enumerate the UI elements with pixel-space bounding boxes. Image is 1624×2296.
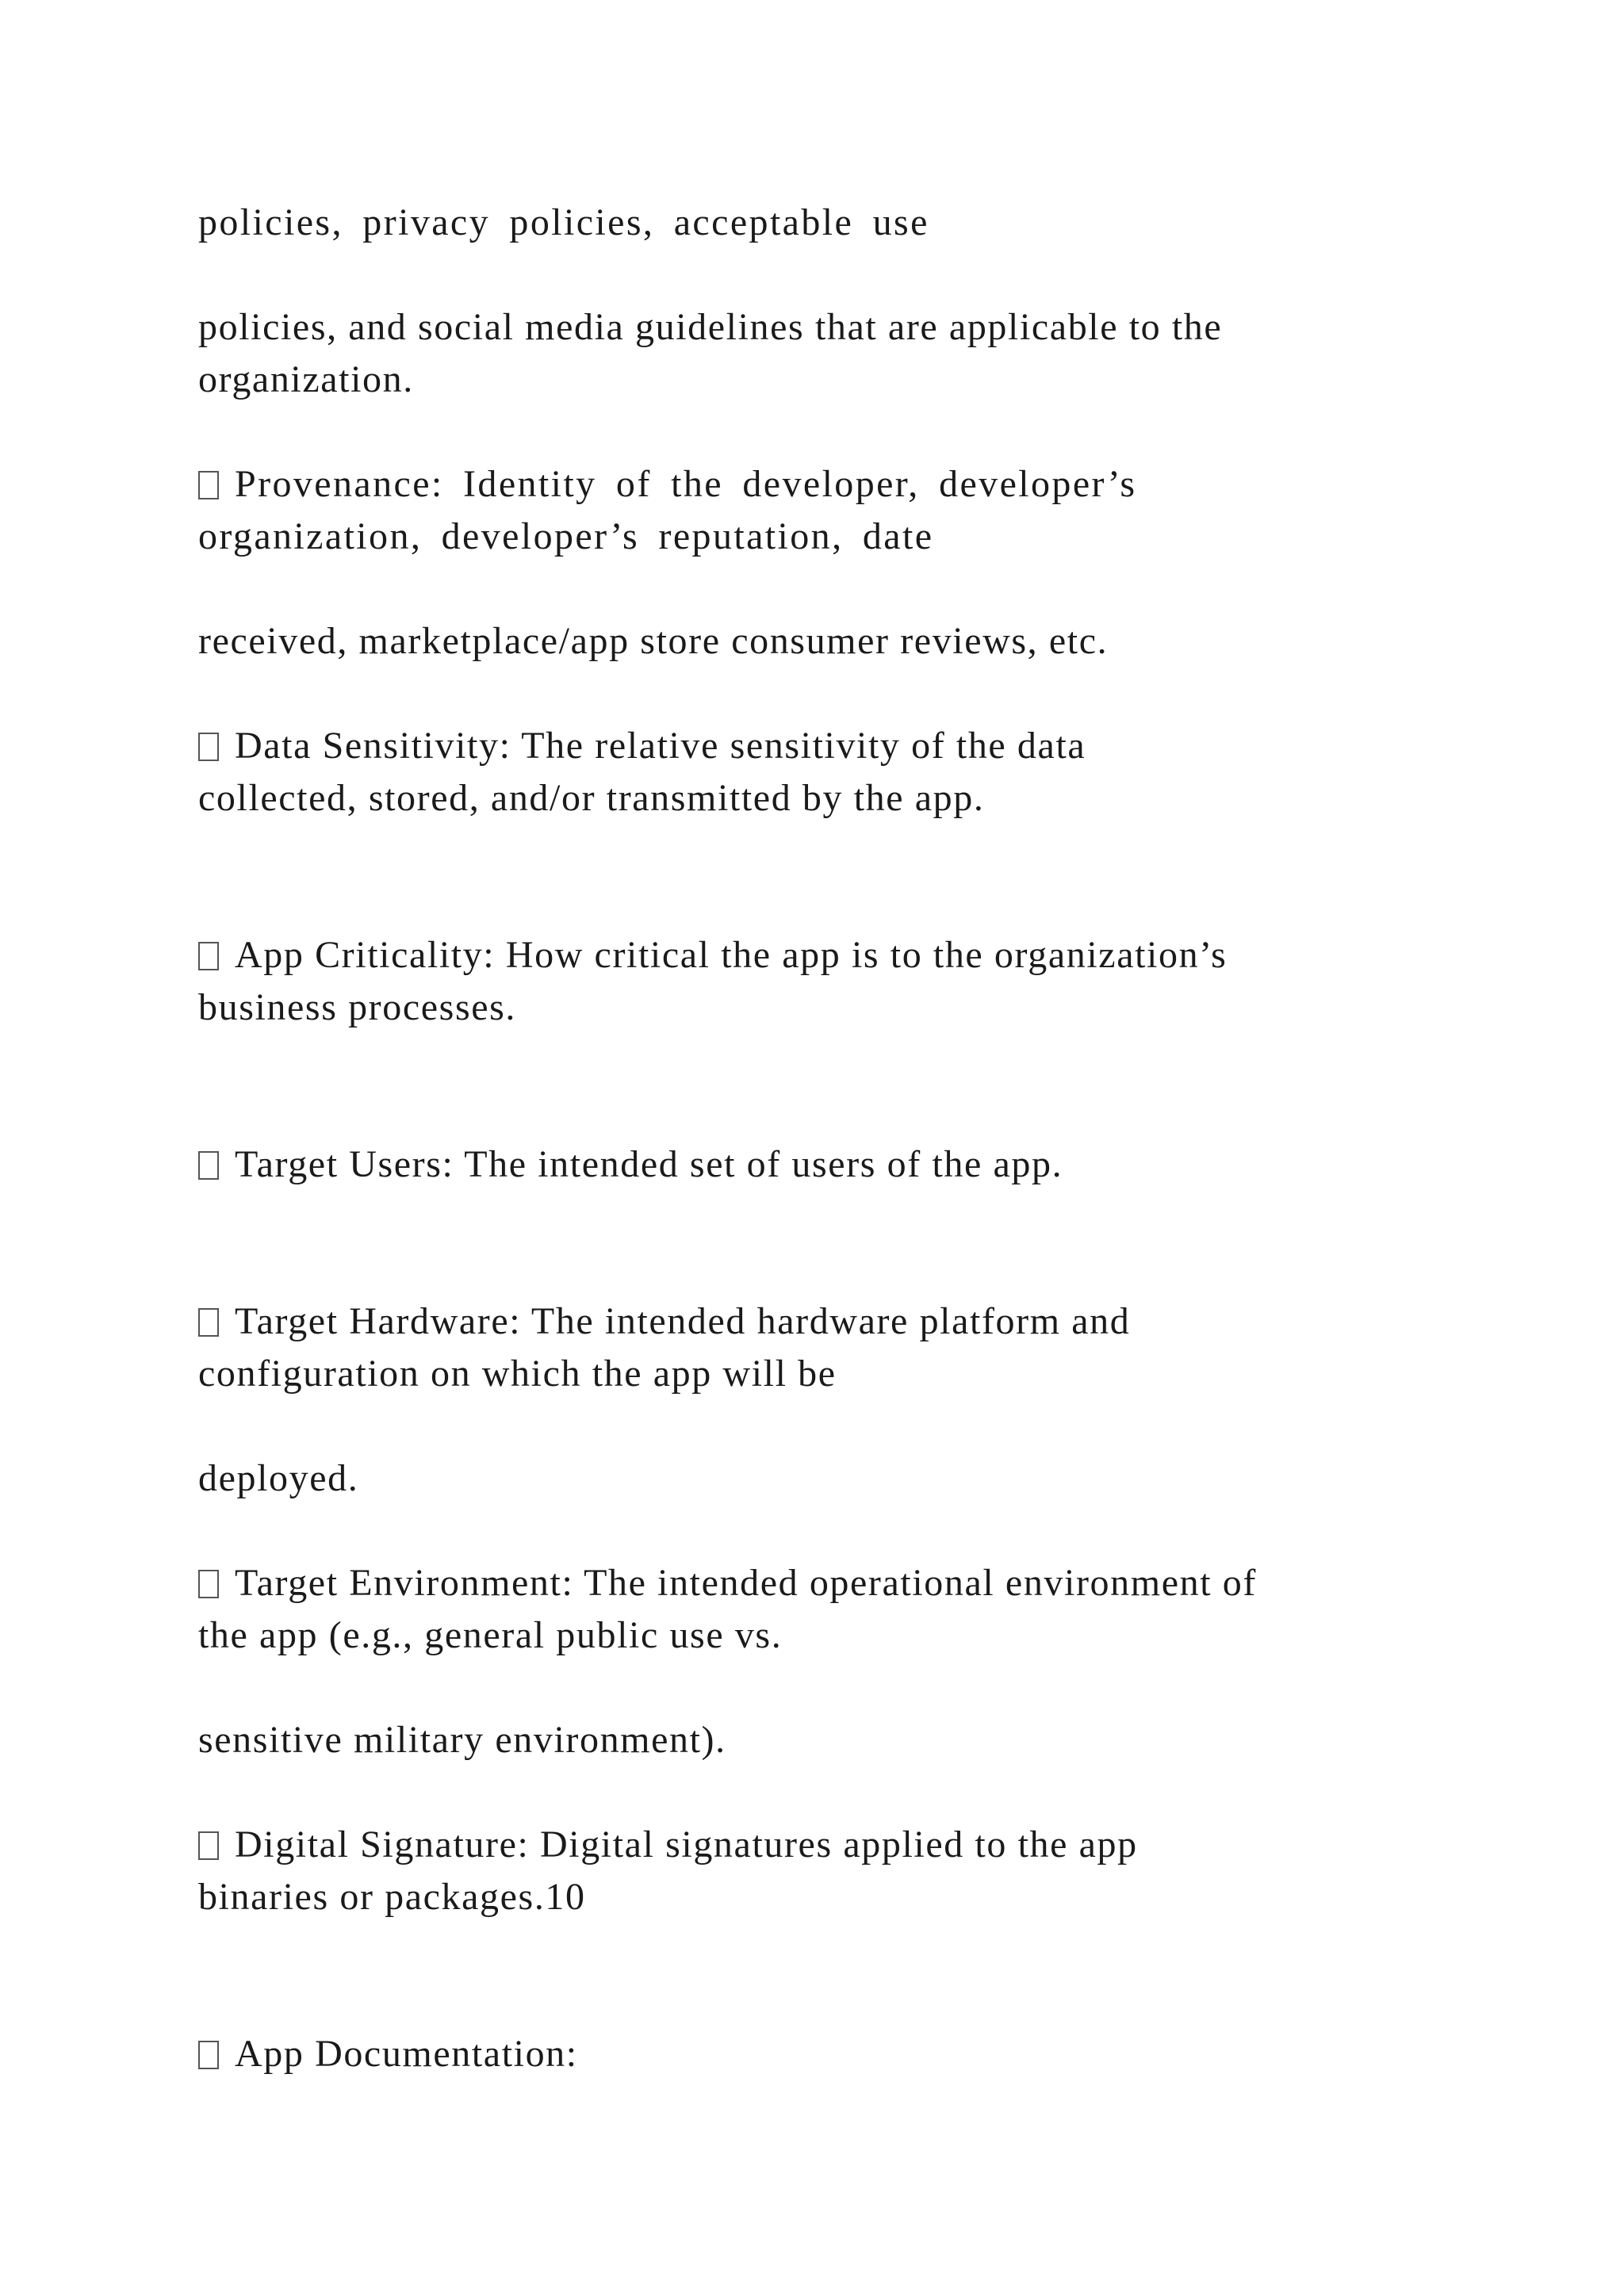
- list-item: [198, 1295, 1130, 1348]
- list-item: [198, 2028, 578, 2080]
- list-item-text: App Criticality: How critical the app is to the organization’s: [235, 934, 1228, 976]
- text-line: configuration on which the app will be: [198, 1353, 837, 1395]
- text-line: binaries or packages.10: [198, 1876, 586, 1918]
- text-line: collected, stored, and/or transmitted by the app.: [198, 777, 985, 819]
- text-line: policies, and social media guidelines that are applicable to the: [198, 306, 1223, 348]
- missing-glyph-box-icon: [198, 733, 219, 761]
- list-item: [198, 720, 1086, 772]
- list-item-text: Target Hardware: The intended hardware platform and: [235, 1300, 1131, 1342]
- missing-glyph-box-icon: [198, 1570, 219, 1598]
- text-line: policies, privacy policies, acceptable use: [198, 201, 929, 243]
- text-line: the app (e.g., general public use vs.: [198, 1614, 783, 1656]
- text-line: sensitive military environment).: [198, 1719, 726, 1761]
- missing-glyph-box-icon: [198, 2041, 219, 2069]
- missing-glyph-box-icon: [198, 1308, 219, 1337]
- list-item: [198, 929, 1227, 982]
- text-line: business processes.: [198, 986, 517, 1028]
- text-line: organization, developer’s reputation, date: [198, 515, 934, 557]
- list-item-text: Target Users: The intended set of users of the app.: [235, 1143, 1063, 1185]
- list-item-text: App Documentation:: [235, 2033, 578, 2075]
- list-item: [198, 458, 1137, 511]
- list-item: [198, 1557, 1257, 1609]
- missing-glyph-box-icon: [198, 942, 219, 970]
- missing-glyph-box-icon: [198, 1831, 219, 1860]
- list-item-text: Digital Signature: Digital signatures applied to the app: [235, 1823, 1138, 1866]
- missing-glyph-box-icon: [198, 1151, 219, 1180]
- list-item: [198, 1819, 1138, 1871]
- list-item-text: Target Environment: The intended operational environment of: [235, 1562, 1257, 1604]
- list-item-text: Provenance: Identity of the developer, developer’s: [235, 463, 1137, 505]
- list-item-text: Data Sensitivity: The relative sensitivity of the data: [235, 725, 1086, 767]
- list-item: [198, 1138, 1063, 1191]
- text-line: organization.: [198, 358, 414, 400]
- missing-glyph-box-icon: [198, 471, 219, 499]
- text-line: deployed.: [198, 1457, 359, 1499]
- text-line: received, marketplace/app store consumer reviews, etc.: [198, 620, 1109, 662]
